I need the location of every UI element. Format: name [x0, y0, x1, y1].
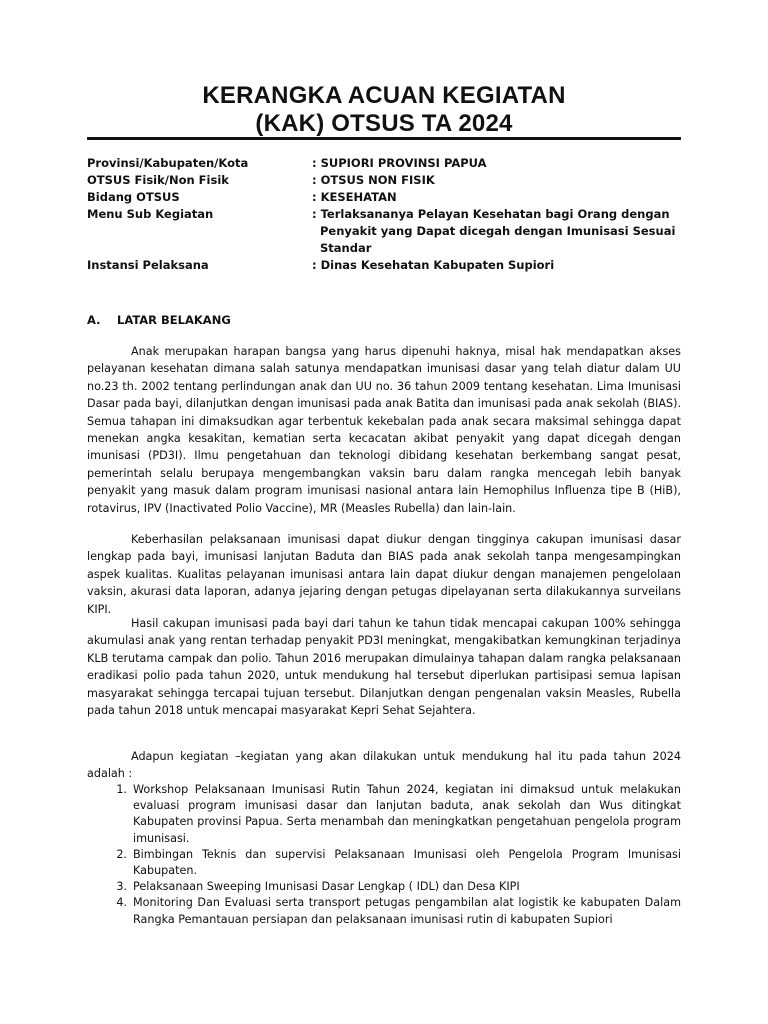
meta-row — [87, 206, 687, 257]
paragraph-text: Adapun kegiatan –kegiatan yang akan dilakukan untuk mendukung hal itu pada tahun 2024 adalah : — [87, 750, 681, 781]
list-number: 4. — [116, 896, 127, 910]
list-number: 2. — [116, 847, 127, 861]
meta-key: Bidang OTSUS — [87, 190, 180, 204]
meta-row — [87, 172, 687, 189]
meta-value: : Dinas Kesehatan Kabupaten Supiori — [312, 258, 555, 272]
list-text: Pelaksanaan Sweeping Imunisasi Dasar Lengkap ( IDL) dan Desa KIPI — [133, 880, 520, 894]
document-title-line1: KERANGKA ACUAN KEGIATAN — [202, 82, 566, 109]
paragraph-text: Keberhasilan pelaksanaan imunisasi dapat diukur dengan tingginya cakupan imunisasi dasar lengkap pada bayi, imunisasi lanjutan Baduta dan BIAS pada anak sekolah tanpa mengesampingkan aspek kualitas. Kualitas pelayanan imunisasi antara lain dapat diukur dengan manajemen pengelolaan vaksin, akurasi data laporan, adanya jejaring dengan petugas dipelayanan serta dilakukannya surveilans KIPI. — [87, 533, 681, 616]
meta-key: Instansi Pelaksana — [87, 258, 209, 272]
paragraph-text: Hasil cakupan imunisasi pada bayi dari tahun ke tahun tidak mencapai cakupan 100% sehingga akumulasi anak yang rentan terhadap penyakit PD3I meningkat, mengakibatkan kemungkinan terjadinya KLB terutama campak dan polio. Tahun 2016 merupakan dimulainya tahapan dalam rangka pelaksanaan eradikasi polio pada tahun 2020, untuk mendukung hal tersebut diperlukan partisipasi semua lapisan masyarakat sehingga tercapai tujuan tersebut. Dilanjutkan dengan pengenalan vaksin Measles, Rubella pada tahun 2018 untuk mencapai masyarakat Kepri Sehat Sejahtera. — [87, 617, 681, 718]
meta-key: Menu Sub Kegiatan — [87, 207, 214, 221]
list-text: Bimbingan Teknis dan supervisi Pelaksanaan Imunisasi oleh Pengelola Program Imunisasi Kabupaten. — [133, 847, 681, 878]
paragraph — [87, 615, 681, 719]
document-title-line2: (KAK) OTSUS TA 2024 — [255, 110, 513, 137]
meta-value: : OTSUS NON FISIK — [312, 173, 435, 187]
list-text: Workshop Pelaksanaan Imunisasi Rutin Tahun 2024, kegiatan ini dimaksud untuk melakukan evaluasi program imunisasi dasar dan lanjutan baduta, anak sekolah dan Wus ditingkat Kabupaten provinsi Papua. Serta menambah dan meningkatkan pengetahuan pengelola program imunisasi. — [133, 783, 681, 845]
title-divider — [87, 137, 681, 140]
section-title: LATAR BELAKANG — [117, 313, 231, 327]
meta-key: Provinsi/Kabupaten/Kota — [87, 156, 249, 170]
list-item — [87, 782, 681, 847]
list-item — [87, 879, 681, 895]
list-number: 3. — [116, 880, 127, 894]
paragraph-text: Anak merupakan harapan bangsa yang harus dipenuhi haknya, misal hak mendapatkan akses pelayanan kesehatan dimana salah satunya mendapatkan imunisasi dasar yang telah diatur dalam UU no.23 th. 2002 tentang perlindungan anak dan UU no. 36 tahun 2009 tentang kesehatan. Lima Imunisasi Dasar pada bayi, dilanjutkan dengan imunisasi pada anak Batita dan imunisasi pada anak sekolah (BIAS). Semua tahapan ini dimaksudkan agar terbentuk kekebalan pada anak secara maksimal sehingga dapat menekan angka kesakitan, kematian serta kecacatan akibat penyakit yang dapat dicegah dengan imunisasi (PD3I). Ilmu pengetahuan dan teknologi dibidang kesehatan berkembang sangat pesat, pemerintah selalu berupaya mengembangkan vaksin baru dalam rangka mencegah lebih banyak penyakit yang masuk dalam program imunisasi nasional antara lain Hemophilus Influenza tipe B (HiB), rotavirus, IPV (Inactivated Polio Vaccine), MR (Measles Rubella) dan lain-lain. — [87, 345, 681, 515]
section-heading — [87, 313, 231, 327]
section-number: A. — [87, 313, 101, 327]
list-number: 1. — [116, 783, 127, 796]
meta-key: OTSUS Fisik/Non Fisik — [87, 173, 229, 187]
list-item — [87, 847, 681, 879]
meta-value: : Terlaksananya Pelayan Kesehatan bagi Orang dengan Penyakit yang Dapat dicegah dengan Imunisasi Sesuai Standar — [312, 207, 676, 255]
paragraph — [87, 531, 681, 618]
meta-row — [87, 155, 687, 172]
paragraph — [87, 748, 681, 783]
meta-row — [87, 189, 687, 206]
paragraph — [87, 343, 681, 517]
meta-table — [87, 155, 687, 274]
activity-list — [87, 782, 681, 928]
list-text: Monitoring Dan Evaluasi serta transport petugas pengambilan alat logistik ke kabupaten Dalam Rangka Pemantauan persiapan dan pelaksanaan imunisasi rutin di kabupaten Supiori — [133, 896, 681, 926]
meta-value: : KESEHATAN — [312, 190, 397, 204]
list-item — [87, 895, 681, 927]
meta-value: : SUPIORI PROVINSI PAPUA — [312, 156, 487, 170]
meta-row — [87, 257, 687, 274]
